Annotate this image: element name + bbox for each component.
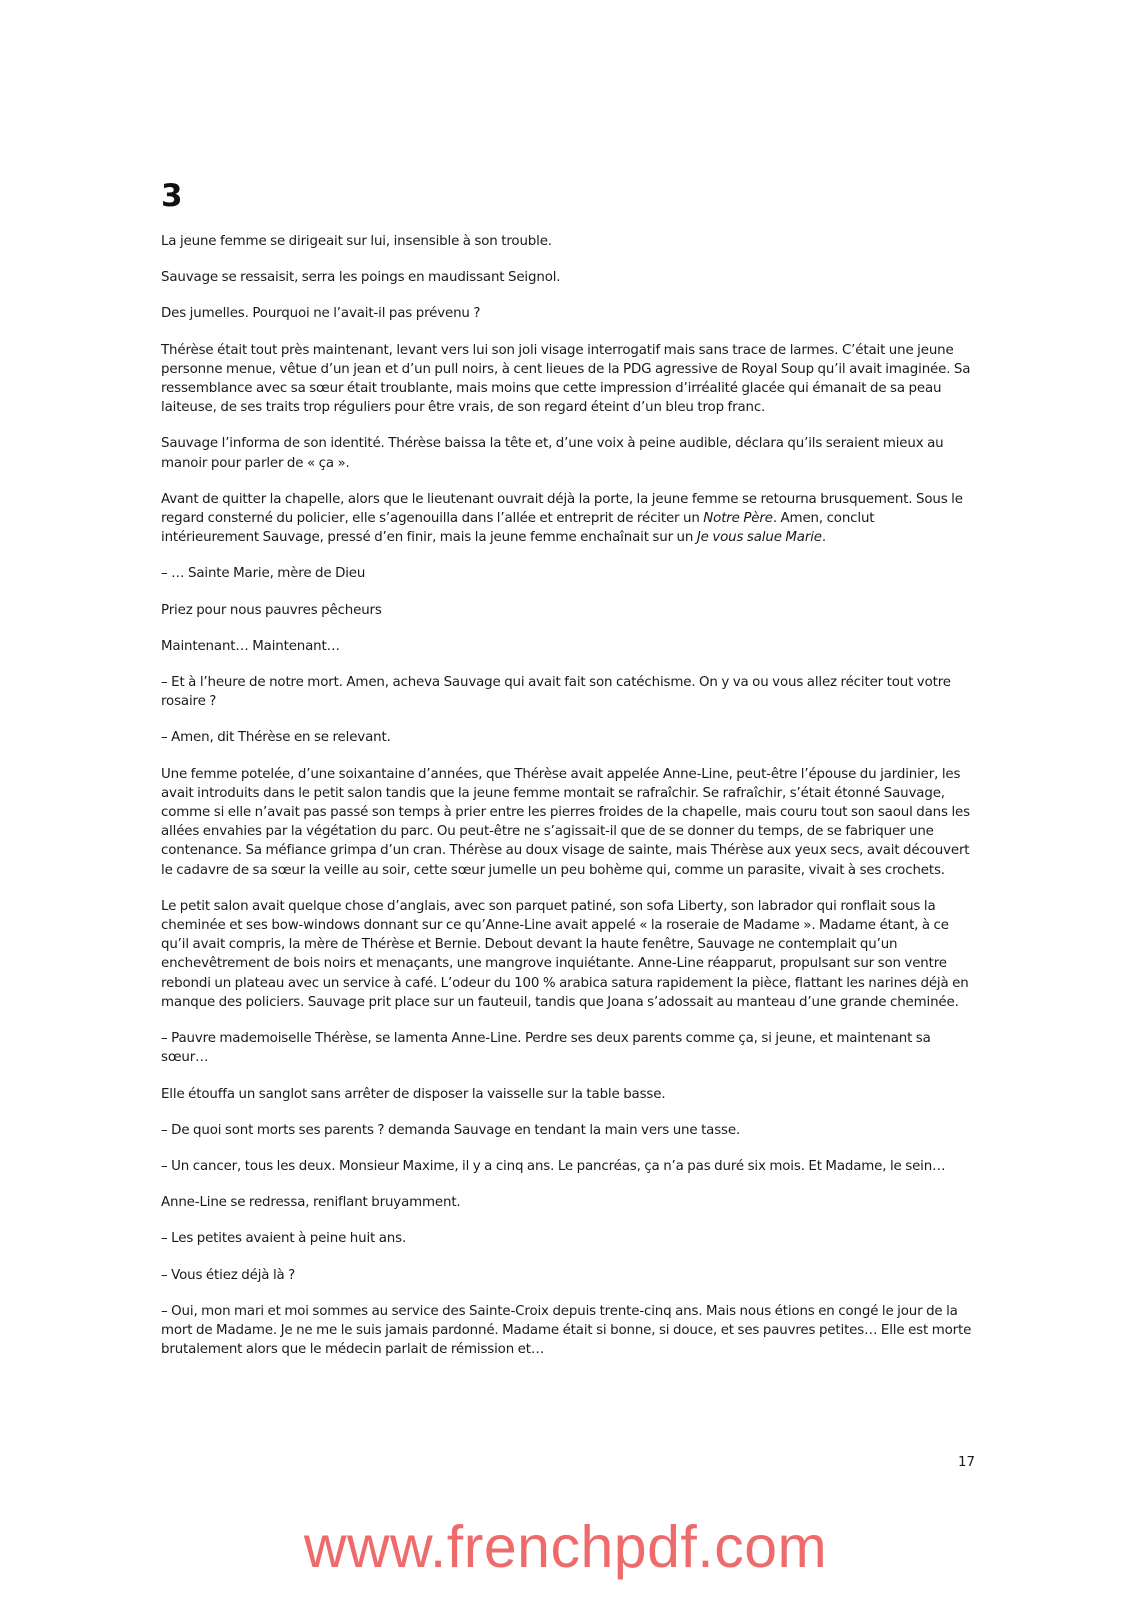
paragraph: – Les petites avaient à peine huit ans. <box>161 1231 407 1247</box>
prayer-title: Je vous salue Marie <box>696 530 822 546</box>
paragraph-text: . Amen, conclut intérieurement Sauvage, pressé d’en finir, mais la jeune femme enchaînait sur un <box>161 511 875 546</box>
paragraph: – Amen, dit Thérèse en se relevant. <box>161 730 391 746</box>
paragraph: – De quoi sont morts ses parents ? demanda Sauvage en tendant la main vers une tasse. <box>161 1122 741 1138</box>
paragraph-text: . <box>821 530 826 546</box>
paragraph-text: Avant de quitter la chapelle, alors que le lieutenant ouvrait déjà la porte, la jeune femme se retourna brusquement. Sous le regard consterné du policier, elle s’agenouilla dans l’allée et entreprit de réciter un <box>161 491 963 527</box>
paragraph: Maintenant… Maintenant… <box>161 638 340 654</box>
paragraph: – Pauvre mademoiselle Thérèse, se lamenta Anne-Line. Perdre ses deux parents comme ça, si jeune, et maintenant sa sœur… <box>161 1031 931 1066</box>
page-body <box>161 178 976 1376</box>
paragraph: Le petit salon avait quelque chose d’anglais, avec son parquet patiné, son sofa Liberty, son labrador qui ronflait sous la cheminée et ses bow-windows donnant sur ce qu’Anne-Line avait appelé « la roseraie de Madame ». Madame étant, à ce qu’il avait compris, la mère de Thérèse et Bernie. Debout devant la haute fenêtre, Sauvage ne contemplait qu’un enchevêtrement de bois noirs et menaçants, une mangrove inquiétante. Anne-Line réapparut, propulsant sur son ventre rebondi un plateau avec un service à café. L’odeur du 100 % arabica satura rapidement la pièce, flattant les narines déjà en manque des policiers. Sauvage prit place sur un fauteuil, tandis que Joana s’adossait au manteau d’une grande cheminée. <box>161 898 969 1010</box>
paragraph: La jeune femme se dirigeait sur lui, insensible à son trouble. <box>161 234 552 249</box>
paragraph: Elle étouffa un sanglot sans arrêter de disposer la vaisselle sur la table basse. <box>161 1086 666 1102</box>
paragraph: – … Sainte Marie, mère de Dieu <box>161 566 366 582</box>
prayer-title: Notre Père <box>703 511 773 527</box>
paragraph: – Oui, mon mari et moi sommes au service des Sainte-Croix depuis trente-cinq ans. Mais nous étions en congé le jour de la mort de Madame. Je ne me le suis jamais pardonné. Madame était si bonne, si douce, et ses pauvres petites… Elle est morte brutalement alors que le médecin parlait de rémission et… <box>161 1303 972 1358</box>
paragraph: Sauvage se ressaisit, serra les poings en maudissant Seignol. <box>161 270 561 286</box>
paragraph: Sauvage l’informa de son identité. Thérèse baissa la tête et, d’une voix à peine audible, déclara qu’ils seraient mieux au manoir pour parler de « ça ». <box>161 436 944 471</box>
paragraph <box>161 490 976 548</box>
page-number: 17 <box>958 1455 976 1470</box>
paragraph: Une femme potelée, d’une soixantaine d’années, que Thérèse avait appelée Anne-Line, peut-être l’épouse du jardinier, les avait introduits dans le petit salon tandis que la jeune femme montait se rafraîchir. Se rafraîchir, s’était étonné Sauvage, comme si elle n’avait pas passé son temps à prier entre les pierres froides de la chapelle, mais couru tout son saoul dans les allées envahies par la végétation du parc. Ou peut-être ne s’agissait-il que de se donner du temps, de se fabriquer une contenance. Sa méfiance grimpa d’un cran. Thérèse au doux visage de sainte, mais Thérèse aux yeux secs, avait découvert le cadavre de sa sœur la veille au soir, cette sœur jumelle un peu bohème qui, comme un parasite, vivait à ses crochets. <box>161 766 970 878</box>
paragraph: Des jumelles. Pourquoi ne l’avait-il pas prévenu ? <box>161 306 481 322</box>
paragraph: Anne-Line se redressa, reniflant bruyamment. <box>161 1195 461 1211</box>
paragraph: – Un cancer, tous les deux. Monsieur Maxime, il y a cinq ans. Le pancréas, ça n’a pas duré six mois. Et Madame, le sein… <box>161 1158 946 1174</box>
chapter-number: 3 <box>161 178 183 214</box>
paragraph: – Et à l’heure de notre mort. Amen, acheva Sauvage qui avait fait son catéchisme. On y va ou vous allez réciter tout votre rosaire ? <box>161 675 951 710</box>
paragraph: Thérèse était tout près maintenant, levant vers lui son joli visage interrogatif mais sans trace de larmes. C’était une jeune personne menue, vêtue d’un jean et d’un pull noirs, à cent lieues de la PDG agressive de Royal Soup qu’il avait imaginée. Sa ressemblance avec sa sœur était troublante, mais moins que cette impression d’irréalité glacée qui émanait de sa peau laiteuse, de ses traits trop réguliers pour être vrais, de son regard éteint d’un bleu trop franc. <box>161 342 971 416</box>
watermark-url: www.frenchpdf.com <box>303 1514 828 1580</box>
paragraph: Priez pour nous pauvres pêcheurs <box>161 602 382 618</box>
paragraph: – Vous étiez déjà là ? <box>161 1267 296 1283</box>
